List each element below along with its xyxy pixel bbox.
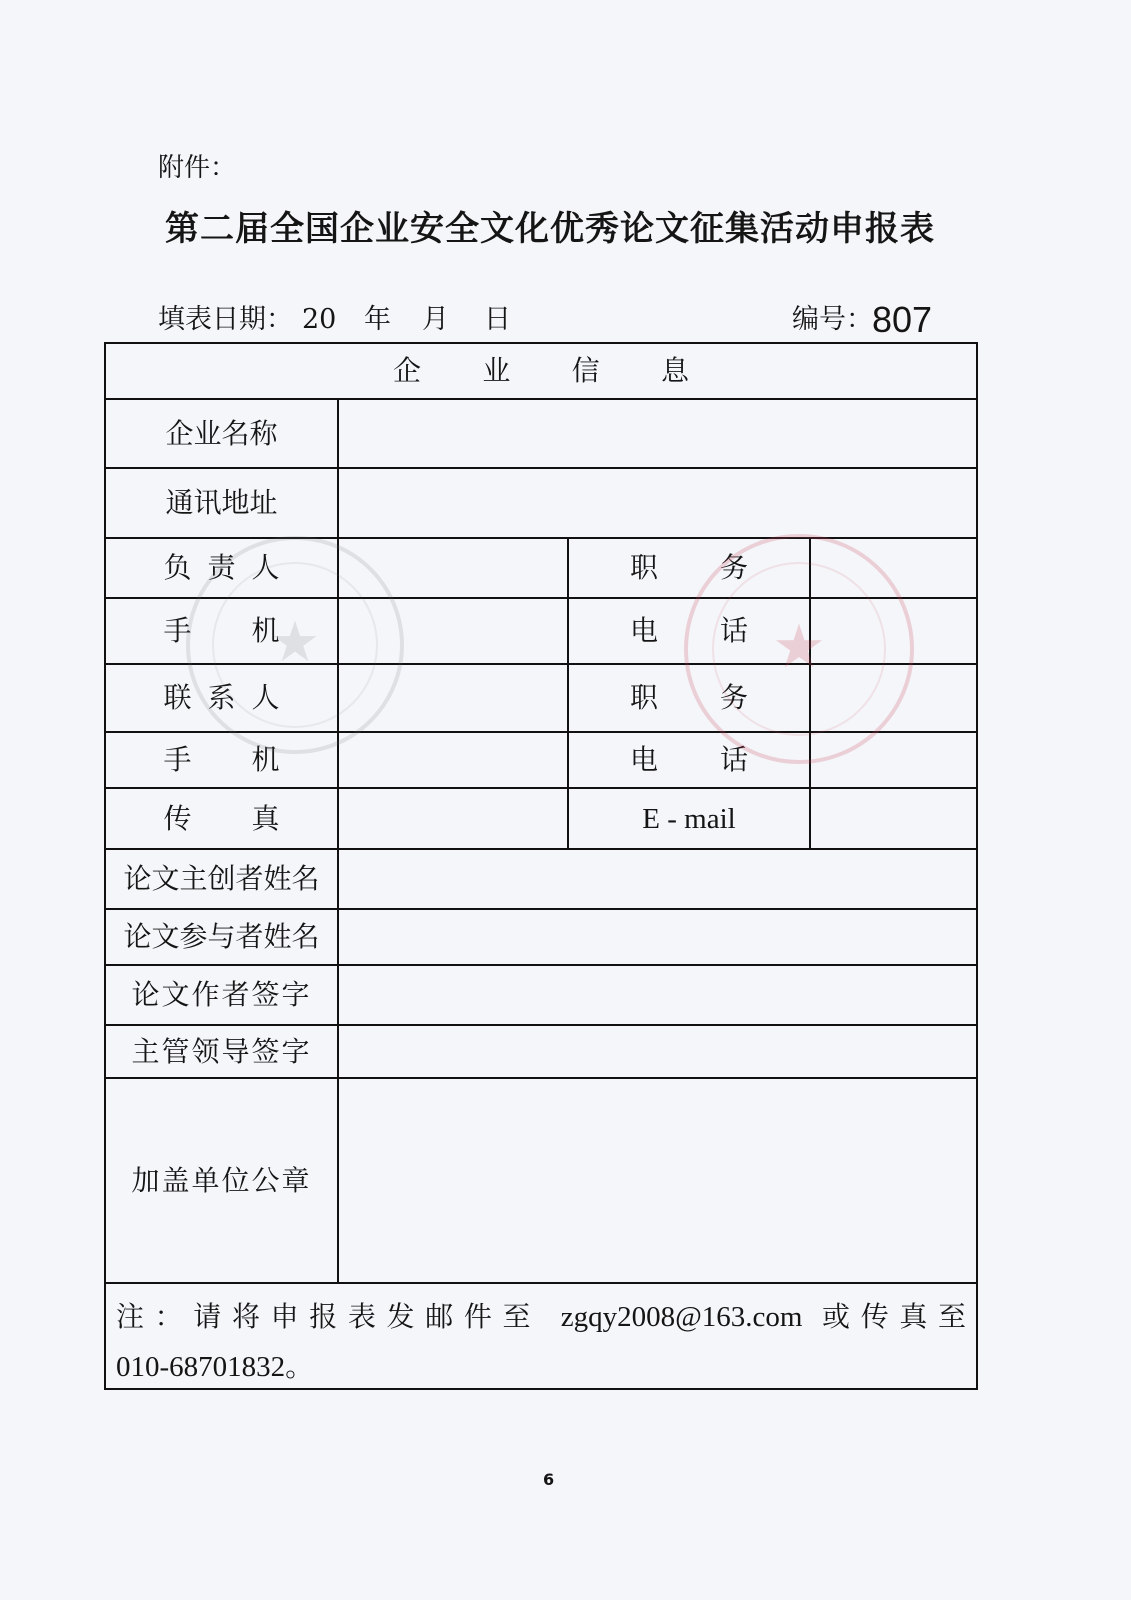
contact-person-field	[339, 665, 567, 731]
date-month-unit: 月	[422, 304, 449, 335]
email-label-cell	[569, 789, 809, 848]
email-label: E - mail	[642, 802, 736, 835]
date-year-prefix: 20	[302, 304, 337, 335]
attachment-label: 附件：	[158, 153, 237, 183]
contact-mobile-label-cell	[106, 733, 337, 787]
contact-phone-field	[811, 733, 976, 787]
official-seal-field	[339, 1079, 976, 1282]
responsible-mobile-label: 手 机	[163, 614, 280, 647]
section-header-cell	[106, 344, 976, 398]
responsible-phone-field	[811, 599, 976, 663]
contact-person-label-cell	[106, 665, 337, 731]
application-form-table	[104, 342, 978, 1390]
co-authors-label: 论文参与者姓名	[123, 920, 320, 953]
responsible-person-field	[339, 539, 567, 597]
lead-author-label-cell	[106, 850, 337, 908]
company-name-label: 企业名称	[165, 416, 278, 450]
contact-mobile-label: 手 机	[163, 743, 280, 776]
serial-label: 编号：	[792, 304, 873, 335]
address-label: 通讯地址	[165, 486, 278, 519]
official-seal-label-cell	[106, 1079, 337, 1282]
supervisor-signature-label: 主管领导签字	[131, 1034, 312, 1068]
author-signature-field	[339, 966, 976, 1024]
lead-author-label: 论文主创者姓名	[123, 862, 320, 895]
company-name-field	[339, 400, 976, 467]
responsible-position-field	[811, 539, 976, 597]
company-name-label-cell	[106, 400, 337, 467]
responsible-position-label-cell	[569, 539, 809, 597]
fax-label: 传 真	[163, 801, 280, 835]
stamp-star-icon: ★	[772, 612, 826, 682]
contact-person-label: 联 系 人	[163, 681, 280, 714]
lead-author-field	[339, 850, 976, 908]
form-title: 第二届全国企业安全文化优秀论文征集活动申报表	[165, 209, 935, 249]
note-line-1	[116, 1292, 966, 1342]
co-authors-label-cell	[106, 910, 337, 964]
co-authors-field	[339, 910, 976, 964]
responsible-position-label: 职 务	[630, 551, 748, 584]
contact-phone-label-cell	[569, 733, 809, 787]
responsible-phone-label: 电 话	[630, 614, 748, 647]
email-field	[811, 789, 976, 848]
date-year-unit: 年	[364, 304, 391, 335]
responsible-phone-label-cell	[569, 599, 809, 663]
address-label-cell	[106, 469, 337, 537]
serial-value: 807	[872, 299, 933, 340]
author-signature-label: 论文作者签字	[131, 978, 312, 1011]
responsible-mobile-label-cell	[106, 599, 337, 663]
responsible-person-label: 负 责 人	[163, 551, 280, 584]
note-suffix: 或传真至	[822, 1300, 966, 1333]
contact-mobile-field	[339, 733, 567, 787]
fax-field	[339, 789, 567, 848]
note-email: zgqy2008@163.com	[560, 1301, 803, 1333]
contact-position-field	[811, 665, 976, 731]
date-label: 填表日期：	[158, 304, 293, 335]
fax-label-cell	[106, 789, 337, 848]
supervisor-signature-label-cell	[106, 1026, 337, 1077]
responsible-mobile-field	[339, 599, 567, 663]
contact-position-label-cell	[569, 665, 809, 731]
contact-phone-label: 电 话	[630, 743, 748, 776]
note-prefix: 注：请将申报表发邮件至	[116, 1300, 542, 1333]
author-signature-label-cell	[106, 966, 337, 1024]
supervisor-signature-field	[339, 1026, 976, 1077]
note-fax: 010-68701832。	[116, 1351, 315, 1383]
date-day-unit: 日	[484, 304, 511, 335]
address-field	[339, 469, 976, 537]
page-number: 6	[543, 1470, 555, 1489]
official-seal-label: 加盖单位公章	[131, 1163, 312, 1197]
responsible-person-label-cell	[106, 539, 337, 597]
section-header: 企 业 信 息	[393, 354, 689, 387]
submission-note	[106, 1284, 976, 1388]
contact-position-label: 职 务	[630, 681, 748, 714]
